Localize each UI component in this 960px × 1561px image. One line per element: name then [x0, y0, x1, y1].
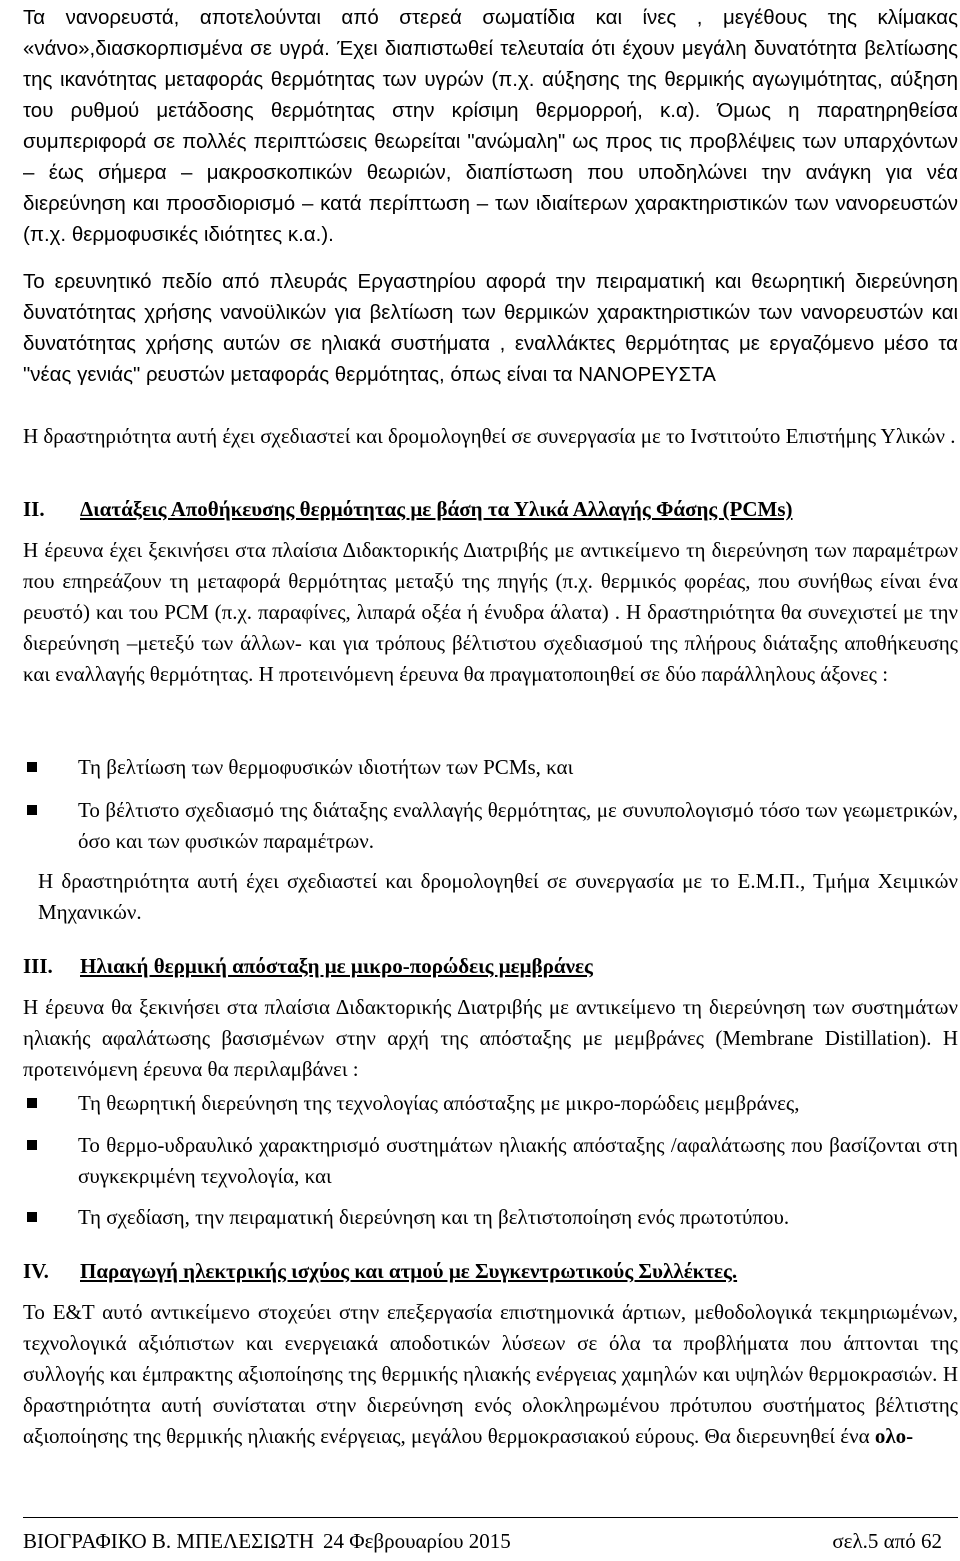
section-title: Διατάξεις Αποθήκευσης θερμότητας με βάση τα Υλικά Αλλαγής Φάσης (PCMs) — [80, 497, 793, 521]
bullet-text: Τη βελτίωση των θερμοφυσικών ιδιοτήτων των PCMs, και — [78, 755, 574, 779]
bullet-item — [23, 752, 958, 783]
square-bullet-icon — [27, 805, 37, 815]
footer-divider — [23, 1517, 958, 1518]
bullet-text: Το θερμο-υδραυλικό χαρακτηρισμό συστημάτων ηλιακής απόσταξης /αφαλάτωσης που βασίζονται στη συγκεκριμένη τεχνολογία, και — [78, 1133, 958, 1188]
section-number: II. — [23, 497, 45, 521]
section-number: IV. — [23, 1259, 49, 1283]
concentrating-collectors-paragraph — [23, 1297, 958, 1452]
membrane-paragraph: Η έρευνα θα ξεκινήσει στα πλαίσια Διδακτορικής Διατριβής με αντικείμενο τη διερεύνηση των συστημάτων ηλιακής αφαλάτωσης βασισμένων στην αρχή της απόσταξης με μεμβράνες (Membrane Distillation). Η προτεινόμενη έρευνα θα περιλαμβάνει : — [23, 995, 958, 1081]
research-field-paragraph: Το ερευνητικό πεδίο από πλευράς Εργαστηρίου αφορά την πειραματική και θεωρητική διερεύνηση δυνατότητας χρήσης νανοϋλικών για βελτίωση των θερμικών χαρακτηριστικών των νανορευστών και δυνατότητας χρήσης αυτών σε ηλιακά συστήματα , εναλλάκτες θερμότητας με εργαζόμενο μέσο τα "νέας γενιάς" ρευστών μεταφοράς θερμότητας, όπως είναι τα ΝΑΝΟΡΕΥΣΤΑ — [23, 270, 958, 386]
footer-date: 24 Φεβρουαρίου 2015 — [323, 1529, 511, 1553]
bullet-text: Το βέλτιστο σχεδιασμό της διάταξης εναλλαγής θερμότητας, με συνυπολογισμό τόσο των γεωμετρικών, όσο και των φυσικών παραμέτρων. — [78, 798, 958, 853]
collaboration-paragraph-2: Η δραστηριότητα αυτή έχει σχεδιαστεί και δρομολογηθεί σε συνεργασία με το Ε.Μ.Π., Τμήμα Χειμικών Μηχανικών. — [38, 869, 958, 924]
section-heading-ii — [23, 494, 958, 525]
bullet-text: Τη θεωρητική διερεύνηση της τεχνολογίας απόσταξης με μικρο-πορώδεις μεμβράνες, — [78, 1091, 800, 1115]
square-bullet-icon — [27, 1140, 37, 1150]
paragraph-bold-tail: ολο- — [874, 1424, 914, 1448]
nanofluids-intro-paragraph: Τα νανορευστά, αποτελούνται από στερεά σωματίδια και ίνες , μεγέθους της κλίμακας «νάνο»,διασκορπισμένα σε υγρά. Έχει διαπιστωθεί τελευταία ότι έχουν μεγάλη δυνατότητα βελτίωσης της ικανότητας μεταφοράς θερμότητας των υγρών (π.χ. αύξησης της θερμικής αγωγιμότητας, αύξηση του ρυθμού μετάδοσης θερμότητας στην κρίσιμη θερμορροή, κ.α). Όμως η παρατηρηθείσα συμπεριφορά σε πολλές περιπτώσεις θεωρείται "ανώμαλη" ως προς τις προβλέψεις των υπαρχόντων – έως σήμερα – μακροσκοπικών θεωριών, διαπίστωση που υποδηλώνει την ανάγκη για νέα διερεύνηση και προσδιορισμό – κατά περίπτωση – των ιδιαίτερων χαρακτηριστικών των νανορευστών (π.χ. θερμοφυσικές ιδιότητες κ.α.). — [23, 6, 958, 246]
section-title: Παραγωγή ηλεκτρικής ισχύος και ατμού με Συγκεντρωτικούς Συλλέκτες. — [80, 1259, 738, 1283]
page-footer — [23, 1527, 958, 1555]
collaboration-paragraph-1: Η δραστηριότητα αυτή έχει σχεδιαστεί και δρομολογηθεί σε συνεργασία με το Ινστιτούτο Επιστήμης Υλικών . — [23, 424, 956, 448]
section-title: Ηλιακή θερμική απόσταξη με μικρο-πορώδεις μεμβράνες — [80, 954, 593, 978]
section-heading-iv — [23, 1256, 958, 1287]
square-bullet-icon — [27, 762, 37, 772]
section-heading-iii — [23, 951, 958, 982]
bullet-item — [23, 795, 958, 857]
square-bullet-icon — [27, 1098, 37, 1108]
footer-author: ΒΙΟΓΡΑΦΙΚΟ Β. ΜΠΕΛΕΣΙΩΤΗ — [23, 1529, 314, 1553]
pcm-paragraph: Η έρευνα έχει ξεκινήσει στα πλαίσια Διδακτορικής Διατριβής με αντικείμενο τη διερεύνηση των παραμέτρων που επηρεάζουν τη μεταφορά θερμότητας μεταξύ της πηγής (π.χ. θερμικός φορέας, που συνήθως είναι ένα ρευστό) και του PCM (π.χ. παραφίνες, λιπαρά οξέα ή ένυδρα άλατα) . Η δραστηριότητα θα συνεχιστεί με την διερεύνηση –μετεξύ των άλλων- και για τρόπους βέλτιστου σχεδιασμού της πλήρους διάταξης αποθήκευσης και εναλλαγής θερμότητας. Η προτεινόμενη έρευνα θα πραγματοποιηθεί σε δύο παράλληλους άξονες : — [23, 538, 958, 686]
section-number: III. — [23, 954, 53, 978]
bullet-text: Τη σχεδίαση, την πειραματική διερεύνηση και τη βελτιστοποίηση ενός πρωτοτύπου. — [78, 1205, 790, 1229]
footer-page-number: σελ.5 από 62 — [832, 1529, 942, 1553]
square-bullet-icon — [27, 1212, 37, 1222]
bullet-item — [23, 1202, 958, 1233]
bullet-item — [23, 1088, 958, 1119]
paragraph-text: Το Ε&Τ αυτό αντικείμενο στοχεύει στην επεξεργασία επιστημονικά άρτιων, μεθοδολογικά τεκμηριωμένων, τεχνολογικά αξιόπιστων και ενεργειακά αποδοτικών λύσεων σε όλα τα προβλήματα που άπτονται της συλλογής και έμπρακτης αξιοποίησης της θερμικής ηλιακής ενέργειας χαμηλών και υψηλών θερμοκρασιών. Η δραστηριότητα αυτή συνίσταται στην διερεύνηση ενός ολοκληρωμένου πρότυπου συστήματος βέλτιστης αξιοποίησης της θερμικής ηλιακής ενέργειας, μεγάλου θερμοκρασιακού εύρους. Θα διερευνηθεί ένα — [23, 1300, 958, 1448]
bullet-item — [23, 1130, 958, 1192]
